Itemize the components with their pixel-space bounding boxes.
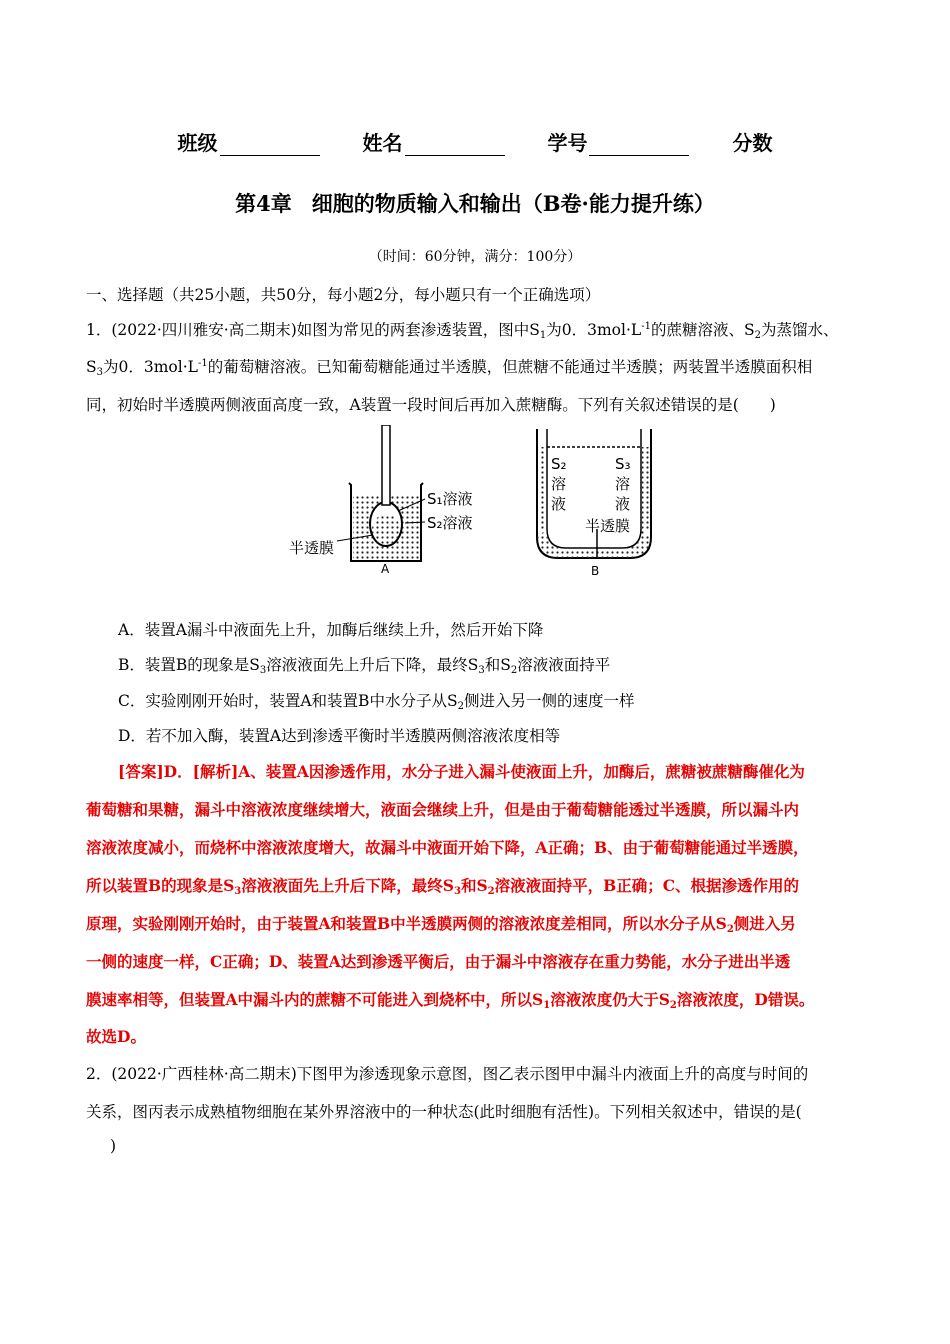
q1-stem-line-2: $S_3$为0．$3mol\cdot L^{-1}$的葡萄糖溶液。已知葡萄糖能通过半透膜，但蔗糖不能通过半透膜；两装置半透膜面积相 [86,358,813,378]
q2-stem-line-3: ) [110,1137,117,1155]
a-s2-label: S₂溶液 [427,514,473,532]
osmosis-apparatus-figure [285,425,685,585]
q1-answer-line-8: 故选D。 [86,1027,146,1046]
q1-answer-line-7: 膜速率相等，但装置A中漏斗内的蔗糖不可能进入到烧杯中，所以$S_1$溶液浓度仍大于$S_2$溶液浓度，D错误。 [86,990,815,1011]
exam-meta: （时间：60分钟，满分：100分） [368,249,582,265]
q1-option-d[interactable]: D．若不加入酶，装置A达到渗透平衡时半透膜两侧溶液浓度相等 [118,727,561,745]
student-info-header [0,127,950,156]
id-blank[interactable] [589,135,689,156]
b-s2-label: S₂ [551,455,567,473]
chapter-number: 第4章 [235,191,292,216]
q1-option-c[interactable]: C．实验刚刚开始时，装置A和装置B中水分子从$S_2$侧进入另一侧的速度一样 [118,692,635,712]
apparatus-b [537,429,651,578]
q1-answer-line-5: 原理，实验刚刚开始时，由于装置A和装置B中半透膜两侧的溶液浓度差相同，所以水分子从$S_2$侧进入另 [86,914,796,935]
class-field: 班级 [178,127,320,156]
q1-stem-line-1: 1．(2022·四川雅安·高二期末)如图为常见的两套渗透装置，图中$S_1$为0．$3mol\cdot L^{-1}$的蔗糖溶液、$S_2$为蒸馏水、 [86,321,839,341]
funnel-solution [372,514,400,546]
q1-option-a[interactable]: A．装置A漏斗中液面先上升，加酶后继续上升，然后开始下降 [118,621,544,639]
a-s1-label: S₁溶液 [427,490,473,508]
q2-stem-line-2: 关系，图丙表示成熟植物细胞在某外界溶液中的一种状态(此时细胞有活性)。下列相关叙述中，错误的是( [86,1103,802,1121]
q1-stem-line-3: 同，初始时半透膜两侧液面高度一致，A装置一段时间后再加入蔗糖酶。下列有关叙述错误的是( ) [86,396,776,414]
q1-option-b[interactable]: B．装置B的现象是$S_3$溶液液面先上升后下降，最终$S_3$和$S_2$溶液液面持平 [118,656,611,676]
svg-text:液: 液 [551,495,567,513]
class-blank[interactable] [220,135,320,156]
q2-stem-line-1: 2．(2022·广西桂林·高二期末)下图甲为渗透现象示意图，图乙表示图甲中漏斗内液面上升的高度与时间的 [86,1065,809,1083]
section-heading: 一、选择题（共25小题，共50分，每小题2分，每小题只有一个正确选项） [86,286,601,304]
q1-answer-line-1: [答案]D．[解析]A、装置A因渗透作用，水分子进入漏斗使液面上升，加酶后，蔗糖被蔗糖酶催化为 [118,762,805,781]
b-membrane-label: 半透膜 [585,517,631,535]
page-title [0,188,950,218]
id-field: 学号 [547,127,689,156]
a-device-label: A [381,562,390,576]
svg-text:溶: 溶 [551,475,567,493]
svg-text:溶: 溶 [615,475,631,493]
q1-answer-line-2: 葡萄糖和果糖，漏斗中溶液浓度继续增大，液面会继续上升，但是由于葡萄糖能透过半透膜，所以漏斗内 [86,800,800,819]
chapter-title: 细胞的物质输入和输出（B卷·能力提升练） [311,191,715,216]
q1-answer-line-6: 一侧的速度一样，C正确；D、装置A达到渗透平衡后，由于漏斗中溶液存在重力势能，水分子进出半透 [86,952,791,971]
svg-text:液: 液 [615,495,631,513]
u-tube-outer [537,429,651,558]
name-field: 姓名 [363,127,505,156]
q1-answer-line-3: 溶液浓度减小，而烧杯中溶液浓度增大，故漏斗中液面开始下降，A正确；B、由于葡萄糖能通过半透膜， [86,838,809,857]
name-blank[interactable] [405,135,505,156]
b-device-label: B [591,564,600,578]
funnel-tube [382,425,390,505]
apparatus-a [289,425,473,576]
q1-answer-line-4: 所以装置B的现象是$S_3$溶液液面先上升后下降，最终$S_3$和$S_2$溶液液面持平，B正确；C、根据渗透作用的 [86,876,800,897]
a-membrane-label: 半透膜 [289,539,335,557]
score-field: 分数 [732,131,773,155]
b-s3-label: S₃ [615,455,631,473]
